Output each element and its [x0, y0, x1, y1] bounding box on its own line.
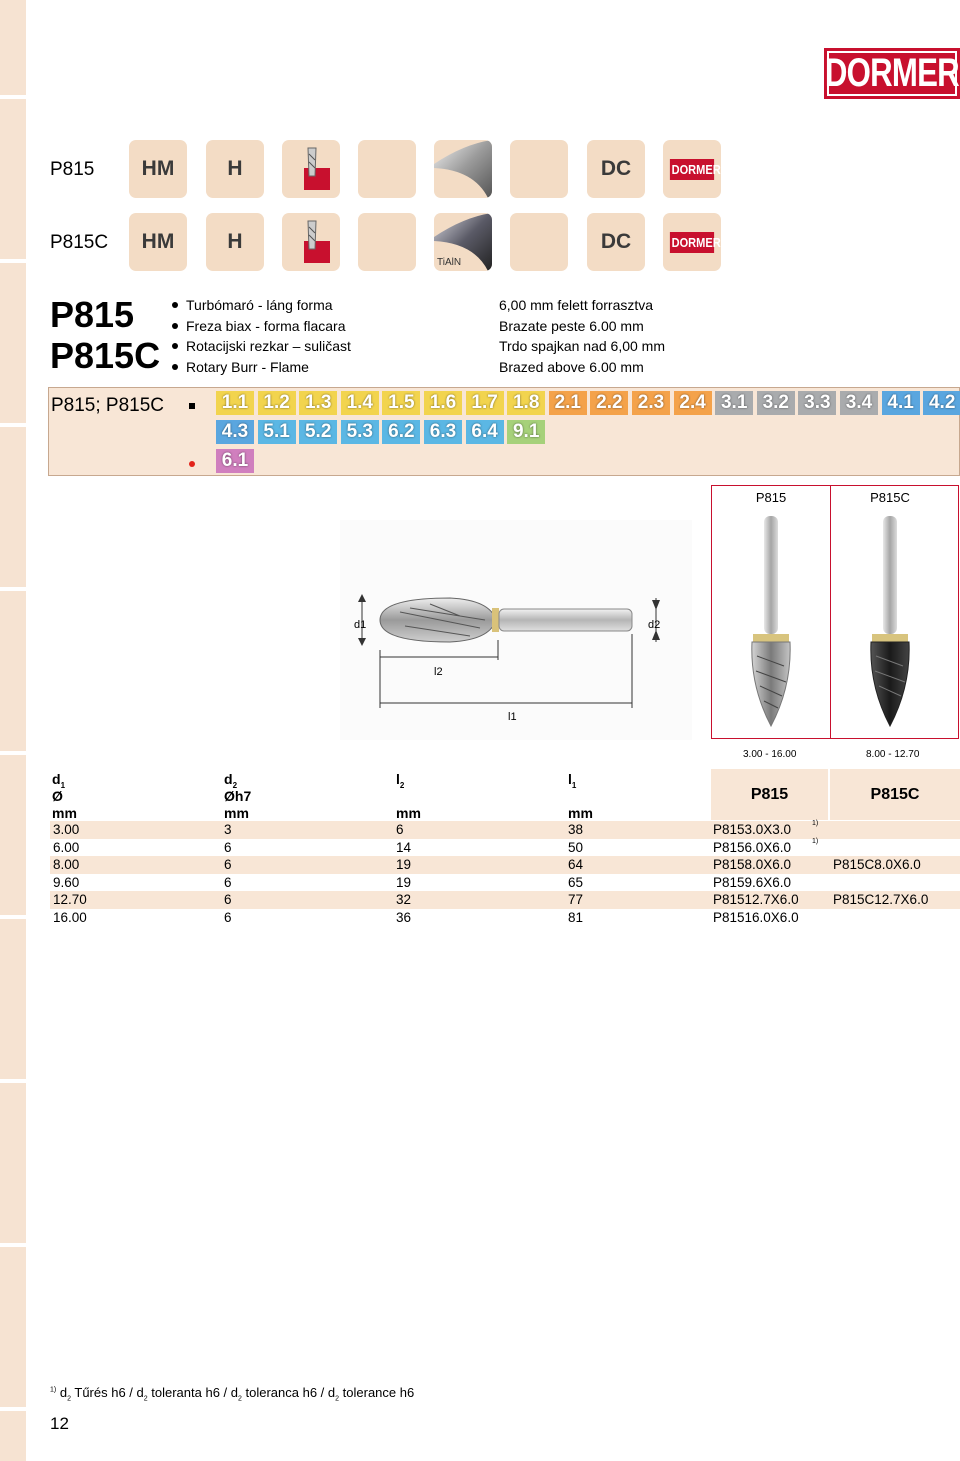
burr-photo-images — [712, 486, 960, 740]
cell-l1: 50 — [568, 839, 584, 855]
description-hu: Turbómaró - láng forma — [170, 295, 351, 316]
dimension-diagram — [340, 520, 692, 740]
header-l1: $l_1$ — [568, 771, 577, 790]
cutting-profile-icon — [282, 140, 340, 198]
primary-application-icon — [189, 403, 195, 409]
cell-d1: 9.60 — [53, 874, 80, 890]
cell-l2: 19 — [396, 857, 412, 872]
header-l2: $l_2$ — [396, 771, 405, 790]
cell-d2: 6 — [224, 909, 232, 925]
header-d1-unit: mm — [52, 805, 77, 821]
title-p815: P815 — [50, 294, 135, 335]
cell-d1: 3.00 — [53, 822, 80, 837]
table-row — [50, 821, 960, 839]
material-chip: 4.2 — [923, 391, 960, 415]
cell-d1: 8.00 — [53, 857, 80, 872]
material-chip: 3.1 — [715, 391, 753, 415]
product-code-p815: P815 — [50, 159, 95, 180]
cell-l2: 32 — [396, 892, 412, 907]
material-chip: 1.2 — [258, 391, 296, 415]
dormer-brand-icon: DORMER — [663, 213, 721, 271]
footnote-marker: 1) — [812, 820, 819, 827]
header-p815c: P815C — [830, 769, 960, 820]
description-ro: Freza biax - forma flacara — [170, 316, 351, 337]
cell-l1: 64 — [568, 857, 584, 872]
material-chip: 5.3 — [341, 420, 379, 444]
material-hm-icon: HM — [129, 213, 187, 271]
brazing-sl: Trdo spajkan nad 6,00 mm — [499, 338, 666, 354]
label-l1: l1 — [508, 711, 517, 723]
cell-d1: 6.00 — [53, 839, 80, 855]
page-number: 12 — [50, 1414, 69, 1433]
table-row — [50, 839, 960, 857]
material-chip: 5.1 — [258, 420, 296, 444]
header-d1-symbol: Ø — [52, 788, 63, 804]
cell-p815c: P815C12.7X6.0 — [833, 892, 929, 907]
cell-l1: 77 — [568, 892, 584, 907]
material-chip: 2.4 — [674, 391, 712, 415]
material-chip: 5.2 — [299, 420, 337, 444]
range-p815: 3.00 - 16.00 — [743, 749, 797, 760]
material-groups-label: P815; P815C — [51, 395, 165, 416]
cell-l1: 65 — [568, 874, 584, 890]
secondary-application-icon — [189, 461, 195, 467]
material-chip: 3.4 — [840, 391, 878, 415]
cell-d1: 16.00 — [53, 909, 87, 925]
brazing-en: Brazed above 6.00 mm — [499, 358, 644, 375]
cell-l2: 6 — [396, 822, 404, 837]
product-photos — [711, 485, 959, 739]
material-chip: 2.3 — [632, 391, 670, 415]
material-chip: 3.3 — [798, 391, 836, 415]
label-d1: d1 — [354, 619, 367, 631]
description-sl: Rotacijski rezkar – suličast — [170, 336, 351, 357]
dormer-brand-icon: DORMER — [663, 140, 721, 198]
cell-d2: 6 — [224, 874, 232, 890]
hardness-h-icon: H — [206, 140, 264, 198]
cut-dc-icon: DC — [587, 213, 645, 271]
material-chip: 1.6 — [424, 391, 462, 415]
material-chip: 6.4 — [466, 420, 504, 444]
description-en: Rotary Burr - Flame — [170, 357, 351, 378]
material-chip: 1.3 — [299, 391, 337, 415]
photo-title-p815: P815 — [755, 490, 787, 505]
cell-p815: P8156.0X6.0 — [713, 839, 792, 855]
table-row — [50, 891, 960, 909]
hardness-h-icon: H — [206, 213, 264, 271]
cell-p815: P8158.0X6.0 — [713, 857, 792, 872]
title-p815c: P815C — [50, 335, 161, 376]
material-chip: 4.1 — [882, 391, 920, 415]
material-chip: 4.3 — [216, 420, 254, 444]
cell-p815: P8159.6X6.0 — [713, 874, 792, 890]
cell-l2: 14 — [396, 839, 412, 855]
header-p815: P815 — [711, 769, 828, 820]
cell-p815c: P815C8.0X6.0 — [833, 857, 921, 872]
blank-tile-icon — [358, 213, 416, 271]
brazing-hu: 6,00 mm felett forrasztva — [499, 297, 654, 313]
header-d2-symbol: Øh7 — [224, 788, 252, 804]
blank-tile-icon — [510, 140, 568, 198]
header-l1-unit: mm — [568, 805, 593, 821]
material-chip: 2.1 — [549, 391, 587, 415]
blank-tile-icon — [358, 140, 416, 198]
table-row — [50, 856, 960, 874]
blank-tile-icon — [510, 213, 568, 271]
cell-d2: 6 — [224, 892, 232, 907]
header-d2-unit: mm — [224, 805, 249, 821]
table-row — [50, 874, 960, 892]
material-groups-box — [48, 387, 960, 476]
header-l2-unit: mm — [396, 805, 421, 821]
material-chip: 1.5 — [382, 391, 420, 415]
header-d2: $d_2$ — [224, 771, 238, 790]
cutting-profile-icon — [282, 213, 340, 271]
product-code-p815c: P815C — [50, 232, 109, 253]
material-chip: 9.1 — [507, 420, 545, 444]
cell-d1: 12.70 — [53, 892, 87, 907]
material-chip: 1.4 — [341, 391, 379, 415]
side-decorative-strip — [0, 0, 26, 1461]
footnote: $^{1)}$ $d_2$ Tűrés $h6 / d_2$ toleranta $h6 / d_2$ toleranca $h6 / d_2$ tolerance h6 — [50, 1385, 415, 1403]
dormer-logo: DORMER — [824, 48, 960, 99]
material-chip: 1.8 — [507, 391, 545, 415]
material-chip: 6.1 — [216, 449, 254, 473]
cell-p815: P81516.0X6.0 — [713, 909, 799, 925]
cell-d2: 6 — [224, 857, 232, 872]
label-d2: d2 — [648, 619, 661, 631]
brazing-note — [499, 295, 665, 377]
material-chip: 1.1 — [216, 391, 254, 415]
cut-dc-icon: DC — [587, 140, 645, 198]
cell-l2: 36 — [396, 909, 412, 925]
cell-d2: 6 — [224, 839, 232, 855]
label-l2: l2 — [434, 666, 443, 678]
uncoated-surface-icon — [434, 140, 492, 198]
tialn-coating-icon: TiAlN — [434, 213, 492, 271]
cell-p815: P81512.7X6.0 — [713, 892, 799, 907]
material-chip: 1.7 — [466, 391, 504, 415]
brazing-ro: Brazate peste 6.00 mm — [499, 317, 644, 334]
material-chip: 6.2 — [382, 420, 420, 444]
cell-p815: P8153.0X3.0 — [713, 822, 792, 837]
table-row — [50, 909, 960, 927]
cell-d2: 3 — [224, 822, 232, 837]
range-p815c: 8.00 - 12.70 — [866, 749, 920, 760]
photo-title-p815c: P815C — [870, 490, 910, 505]
header-d1: $d_1$ — [52, 771, 66, 790]
material-chip: 3.2 — [757, 391, 795, 415]
material-chip: 2.2 — [590, 391, 628, 415]
cell-l2: 19 — [396, 874, 412, 890]
cell-l1: 81 — [568, 909, 584, 925]
cell-l1: 38 — [568, 822, 584, 837]
description-list — [170, 295, 351, 377]
material-hm-icon: HM — [129, 140, 187, 198]
footnote-marker: 1) — [812, 837, 819, 845]
material-chip: 6.3 — [424, 420, 462, 444]
